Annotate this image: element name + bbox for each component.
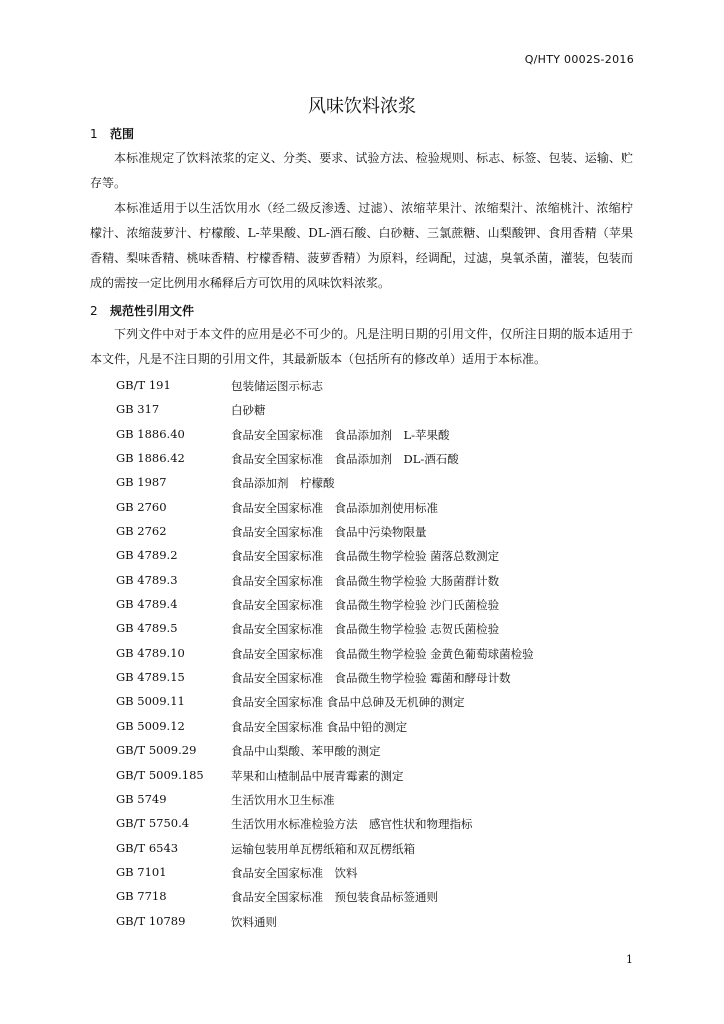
- reference-row: [0, 496, 724, 520]
- reference-title: 食品安全国家标准 食品中污染物限量: [231, 525, 427, 540]
- reference-code: GB/T 191: [116, 378, 171, 392]
- reference-title: 食品安全国家标准 食品微生物学检验 霉菌和酵母计数: [231, 671, 511, 686]
- reference-row: [0, 812, 724, 836]
- reference-title: 食品安全国家标准 食品微生物学检验 沙门氏菌检验: [231, 598, 500, 613]
- reference-list: [0, 374, 724, 934]
- section-heading-scope: [90, 125, 134, 142]
- scope-paragraph-2: 本标准适用于以生活饮用水（经二级反渗透、过滤）、浓缩苹果汁、浓缩梨汁、浓缩桃汁、浓缩柠檬汁、浓缩菠萝汁、柠檬酸、L-苹果酸、DL-酒石酸、白砂糖、三氯蔗糖、山梨酸钾、食用香精（苹果香精、梨味香精、桃味香精、柠檬香精、菠萝香精）为原料，经调配，过滤，臭氧杀菌，灌装，包装而成的需按一定比例用水稀释后方可饮用的风味饮料浓浆。: [90, 201, 633, 290]
- reference-row: [0, 617, 724, 641]
- reference-row: [0, 837, 724, 861]
- reference-code: GB 4789.4: [116, 597, 178, 612]
- reference-code: GB/T 5009.29: [116, 743, 197, 758]
- reference-title: 食品安全国家标准 食品微生物学检验 志贺氏菌检验: [231, 622, 500, 637]
- reference-code: GB/T 10789: [116, 913, 186, 928]
- reference-code: GB 7101: [116, 864, 167, 879]
- document-title: 风味饮料浓浆: [308, 96, 416, 117]
- reference-code: GB 2762: [116, 524, 167, 539]
- reference-row: [0, 520, 724, 544]
- reference-code: GB 4789.10: [116, 645, 185, 660]
- reference-title: 食品安全国家标准 食品微生物学检验 大肠菌群计数: [231, 573, 500, 588]
- reference-code: GB 5749: [116, 791, 167, 806]
- reference-title: 食品安全国家标准 食品微生物学检验 菌落总数测定: [231, 549, 500, 564]
- reference-row: [0, 666, 724, 690]
- reference-code: GB/T 5750.4: [116, 816, 190, 831]
- reference-code: GB 2760: [116, 499, 167, 514]
- reference-title: 食品安全国家标准 食品中铅的测定: [231, 719, 408, 734]
- reference-row: [0, 593, 724, 617]
- reference-row: [0, 788, 724, 812]
- reference-row: [0, 447, 724, 471]
- reference-row: [0, 861, 724, 885]
- reference-title: 包装储运图示标志: [231, 379, 323, 393]
- reference-code: GB 317: [116, 402, 160, 417]
- reference-code: GB 7718: [116, 889, 167, 904]
- reference-row: [0, 690, 724, 714]
- reference-title: 饮料通则: [231, 914, 277, 929]
- reference-title: 食品安全国家标准 预包装食品标签通则: [231, 890, 438, 905]
- reference-row: [0, 423, 724, 447]
- reference-row: [0, 739, 724, 763]
- reference-row: [0, 544, 724, 568]
- reference-code: GB/T 6543: [116, 840, 179, 855]
- reference-row: [0, 885, 724, 909]
- reference-code: GB 1886.40: [116, 426, 185, 441]
- reference-title: 白砂糖: [231, 403, 266, 418]
- references-intro-paragraph: 下列文件中对于本文件的应用是必不可少的。凡是注明日期的引用文件，仅所注日期的版本适用于本文件，凡是不注日期的引用文件，其最新版本（包括所有的修改单）适用于本标准。: [90, 327, 633, 366]
- reference-title: 食品安全国家标准 食品中总砷及无机砷的测定: [231, 695, 465, 710]
- reference-row: [0, 764, 724, 788]
- reference-code: GB/T 5009.185: [116, 767, 204, 782]
- reference-title: 苹果和山楂制品中展青霉素的测定: [231, 768, 404, 783]
- reference-code: GB 4789.2: [116, 548, 178, 563]
- reference-code: GB 4789.15: [116, 670, 185, 685]
- reference-title: 食品安全国家标准 食品添加剂 L-苹果酸: [231, 427, 450, 442]
- reference-title: 食品安全国家标准 食品添加剂使用标准: [231, 500, 438, 515]
- reference-title: 运输包装用单瓦楞纸箱和双瓦楞纸箱: [231, 841, 415, 856]
- reference-row: [0, 398, 724, 422]
- section-title: 范围: [110, 127, 135, 141]
- reference-row: [0, 374, 724, 398]
- reference-code: GB 4789.5: [116, 621, 178, 636]
- reference-title: 食品安全国家标准 食品微生物学检验 金黄色葡萄球菌检验: [231, 646, 534, 661]
- reference-row: [0, 471, 724, 495]
- reference-title: 生活饮用水卫生标准: [231, 792, 335, 807]
- reference-row: [0, 642, 724, 666]
- reference-row: [0, 569, 724, 593]
- reference-title: 食品安全国家标准 饮料: [231, 865, 358, 880]
- reference-code: GB 5009.12: [116, 718, 185, 733]
- reference-row: [0, 910, 724, 934]
- section-number: 1: [90, 127, 98, 141]
- reference-title: 食品中山梨酸、苯甲酸的测定: [231, 744, 381, 759]
- section-number: 2: [90, 304, 98, 318]
- reference-title: 食品安全国家标准 食品添加剂 DL-酒石酸: [231, 452, 459, 467]
- scope-paragraph-1: 本标准规定了饮料浓浆的定义、分类、要求、试验方法、检验规则、标志、标签、包装、运输、贮存等。: [90, 151, 633, 190]
- document-id: Q/HTY 0002S-2016: [524, 53, 634, 66]
- reference-code: GB 1886.42: [116, 451, 185, 466]
- reference-title: 食品添加剂 柠檬酸: [231, 476, 335, 491]
- page-number: 1: [626, 953, 633, 966]
- reference-row: [0, 715, 724, 739]
- section-title: 规范性引用文件: [110, 304, 195, 318]
- reference-code: GB 4789.3: [116, 572, 178, 587]
- reference-code: GB 1987: [116, 475, 167, 490]
- reference-title: 生活饮用水标准检验方法 感官性状和物理指标: [231, 817, 473, 832]
- section-heading-normative-references: [90, 302, 194, 319]
- reference-code: GB 5009.11: [116, 694, 185, 709]
